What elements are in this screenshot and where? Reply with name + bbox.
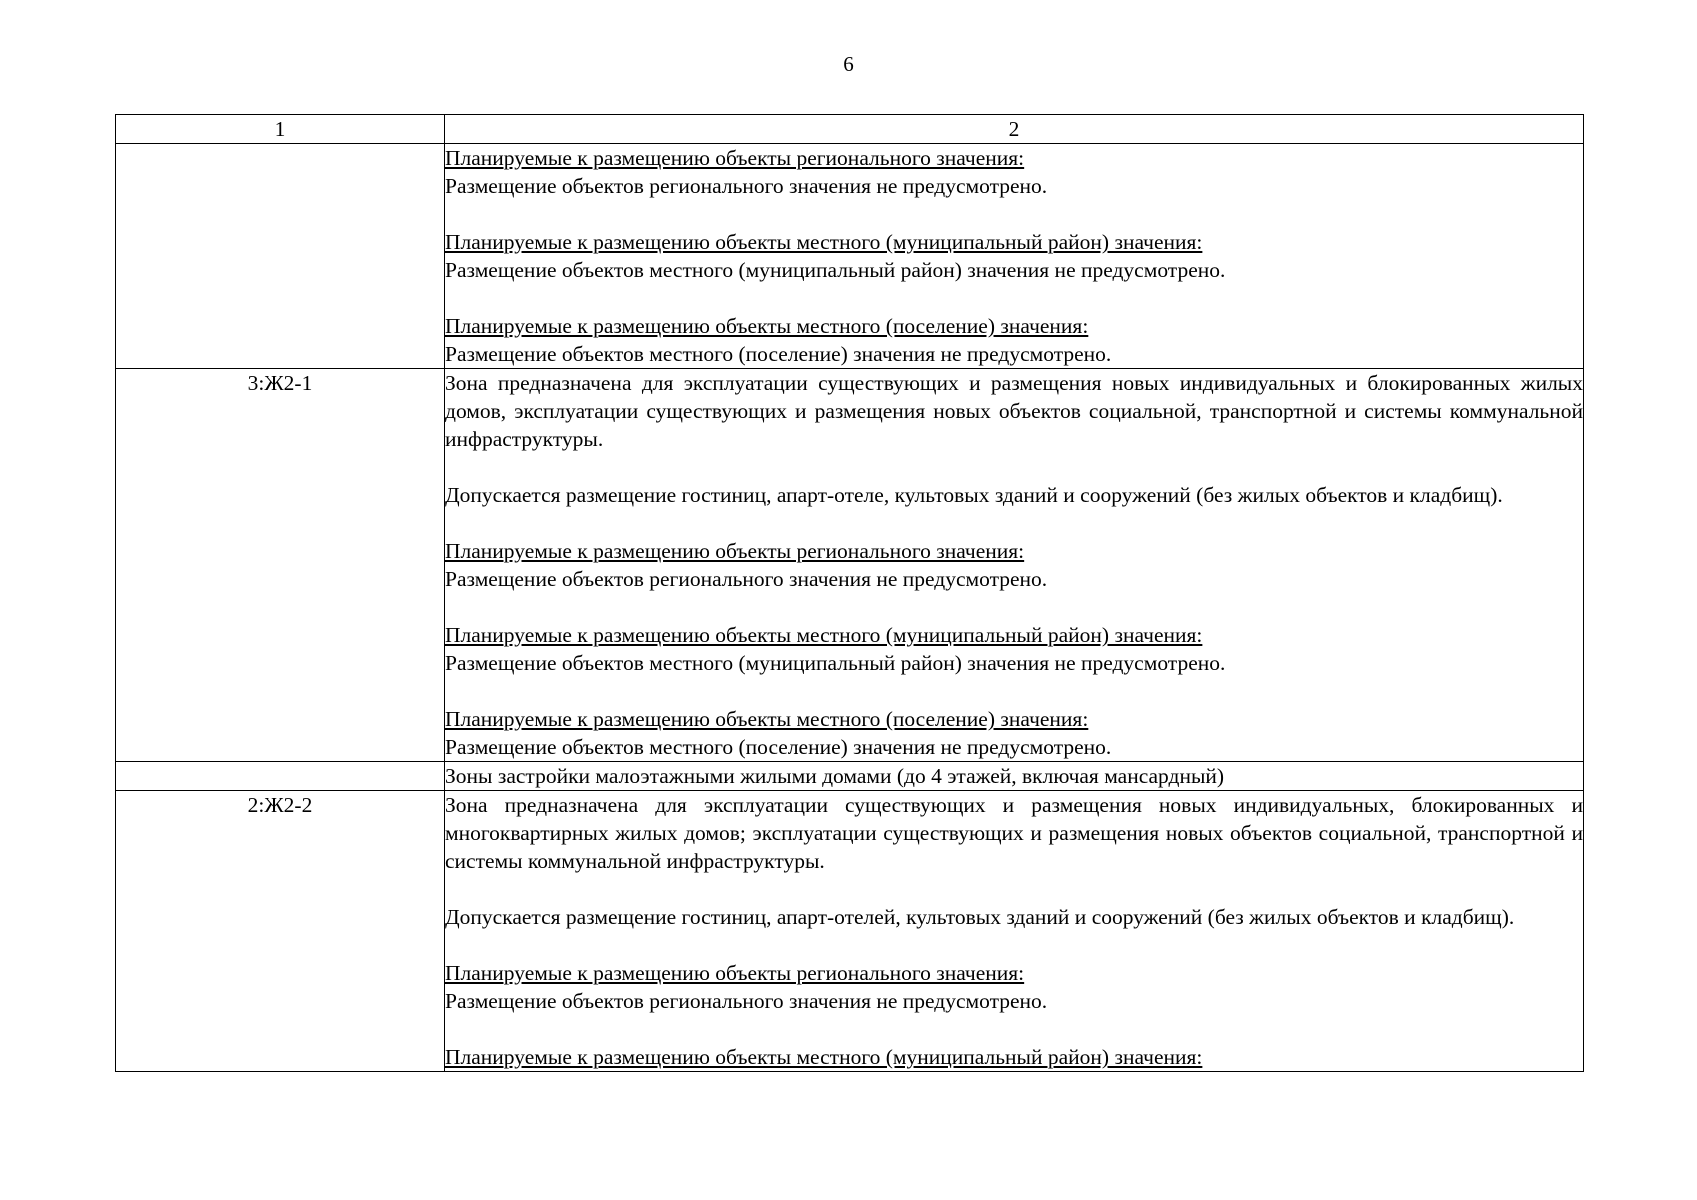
regional-objects-text: Размещение объектов регионального значения не предусмотрено. <box>445 567 1048 591</box>
municipal-district-objects-heading: Планируемые к размещению объекты местного (муниципальный район) значения: <box>445 230 1203 254</box>
settlement-objects-heading: Планируемые к размещению объекты местного (поселение) значения: <box>445 314 1089 338</box>
settlement-objects-text: Размещение объектов местного (поселение) значения не предусмотрено. <box>445 342 1112 366</box>
municipal-district-objects-heading: Планируемые к размещению объекты местного (муниципальный район) значения: <box>445 1045 1203 1069</box>
zone-allowed-text: Допускается размещение гостиниц, апарт-отелей, культовых зданий и сооружений (без жилых объектов и кладбищ). <box>445 905 1515 929</box>
zone-purpose-text: Зона предназначена для эксплуатации существующих и размещения новых индивидуальных, блокированных и многоквартирных жилых домов; эксплуатации существующих и размещения новых объектов социальной, транспортной и системы коммунальной инфраструктуры. <box>445 793 1583 873</box>
column-header-1: 1 <box>116 115 445 144</box>
zone-purpose-text: Зона предназначена для эксплуатации существующих и размещения новых индивидуальных и блокированных жилых домов, эксплуатации существующих и размещения новых объектов социальной, транспортной и системы коммунальной инфраструктуры. <box>445 371 1583 451</box>
regional-objects-heading: Планируемые к размещению объекты регионального значения: <box>445 961 1025 985</box>
zone-code: 2:Ж2-2 <box>116 791 445 1072</box>
zone-description <box>445 369 1584 762</box>
zone-description <box>445 791 1584 1072</box>
section-title: Зоны застройки малоэтажными жилыми домами (до 4 этажей, включая мансардный) <box>445 762 1584 791</box>
table-row <box>116 791 1584 1072</box>
regional-objects-heading: Планируемые к размещению объекты регионального значения: <box>445 539 1025 563</box>
zone-code <box>116 144 445 369</box>
table-row <box>116 144 1584 369</box>
municipal-district-objects-text: Размещение объектов местного (муниципальный район) значения не предусмотрено. <box>445 651 1226 675</box>
section-title-empty-cell <box>116 762 445 791</box>
regional-objects-heading: Планируемые к размещению объекты регионального значения: <box>445 146 1025 170</box>
table-header-row <box>116 115 1584 144</box>
column-header-2: 2 <box>445 115 1584 144</box>
regional-objects-text: Размещение объектов регионального значения не предусмотрено. <box>445 174 1048 198</box>
settlement-objects-heading: Планируемые к размещению объекты местного (поселение) значения: <box>445 707 1089 731</box>
zone-allowed-text: Допускается размещение гостиниц, апарт-отеле, культовых зданий и сооружений (без жилых объектов и кладбищ). <box>445 483 1503 507</box>
municipal-district-objects-heading: Планируемые к размещению объекты местного (муниципальный район) значения: <box>445 623 1203 647</box>
zones-table <box>115 114 1584 1072</box>
regional-objects-text: Размещение объектов регионального значения не предусмотрено. <box>445 989 1048 1013</box>
settlement-objects-text: Размещение объектов местного (поселение) значения не предусмотрено. <box>445 735 1112 759</box>
municipal-district-objects-text: Размещение объектов местного (муниципальный район) значения не предусмотрено. <box>445 258 1226 282</box>
zone-description <box>445 144 1584 369</box>
table-row <box>116 369 1584 762</box>
page-number: 6 <box>843 52 854 76</box>
zone-code: 3:Ж2-1 <box>116 369 445 762</box>
section-title-row <box>116 762 1584 791</box>
